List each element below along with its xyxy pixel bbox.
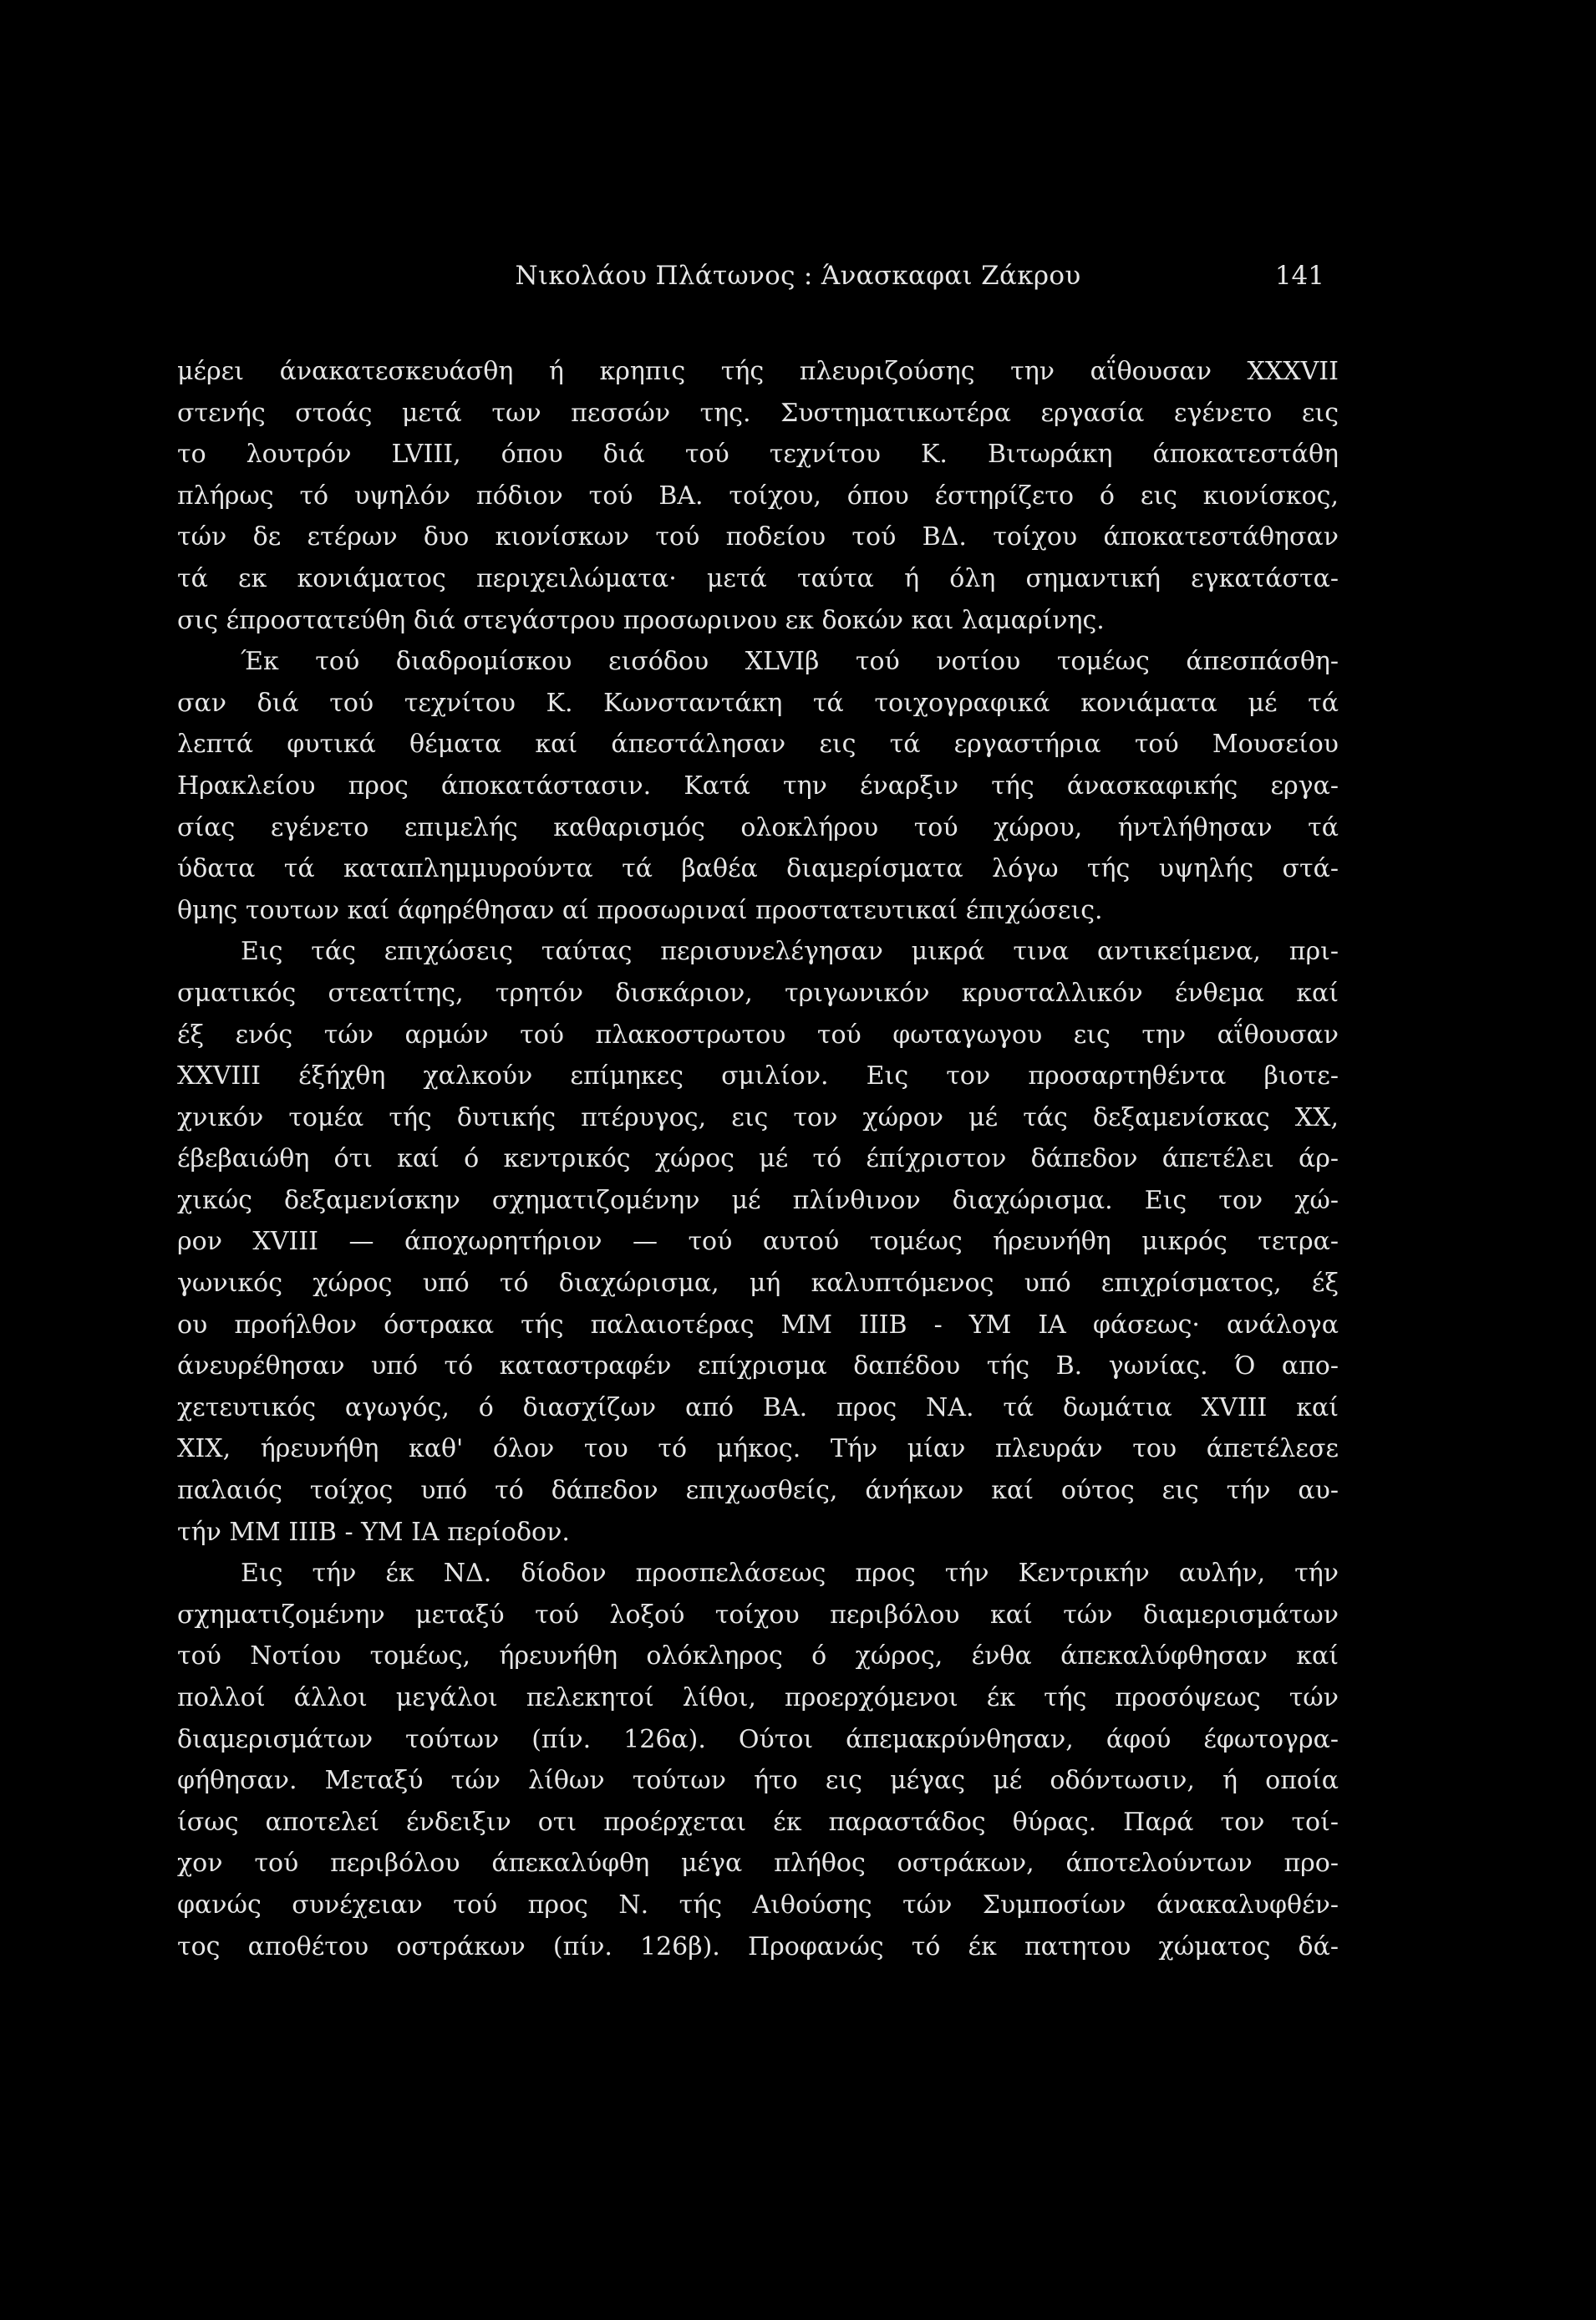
text-line: το λουτρόν LVIII, όπου διά τού τεχνίτου Κ. Βιτωράκη άποκατεστάθη	[177, 440, 1339, 470]
text-line: ου προήλθον όστρακα τής παλαιοτέρας ΜΜ ΙΙΙΒ - ΥΜ ΙΑ φάσεως· ανάλογα	[177, 1310, 1339, 1340]
text-line: τών δε ετέρων δυο κιονίσκων τού ποδείου τού ΒΔ. τοίχου άποκατεστάθησαν	[177, 522, 1339, 552]
text-line: XIX, ήρευνήθη καθ' όλον του τό μήκος. Τήν μίαν πλευράν του άπετέλεσε	[177, 1434, 1339, 1464]
text-line: ρον XVIII — άποχωρητήριον — τού αυτού τομέως ήρευνήθη μικρός τετρα-	[177, 1227, 1339, 1257]
text-line: τού Νοτίου τομέως, ήρευνήθη ολόκληρος ό χώρος, ένθα άπεκαλύφθησαν καί	[177, 1641, 1339, 1671]
text-line: μέρει άνακατεσκευάσθη ή κρηπις τής πλευριζούσης την αΐθουσαν XXXVII	[177, 357, 1339, 386]
text-line: διαμερισμάτων τούτων (πίν. 126α). Ούτοι άπεμακρύνθησαν, άφού έφωτογρα-	[177, 1724, 1339, 1754]
text-line: σις έπροστατεύθη διά στεγάστρου προσωρινου εκ δοκών και λαμαρίνης.	[177, 605, 1105, 635]
page-number: 141	[1274, 261, 1324, 291]
text-line: χετευτικός αγωγός, ό διασχίζων από ΒΑ. προς ΝΑ. τά δωμάτια XVIII καί	[177, 1392, 1339, 1422]
text-line: XXVIII έξήχθη χαλκούν επίμηκες σμιλίον. Εις τον προσαρτηθέντα βιοτε-	[177, 1061, 1339, 1091]
text-line: τά εκ κονιάματος περιχειλώματα· μετά ταύτα ή όλη σημαντική εγκατάστα-	[177, 563, 1339, 593]
text-line: σματικός στεατίτης, τρητόν δισκάριον, τριγωνικόν κρυσταλλικόν ένθεμα καί	[177, 978, 1339, 1008]
text-line: Εις τήν έκ ΝΔ. δίοδον προσπελάσεως προς τήν Κεντρικήν αυλήν, τήν	[241, 1559, 1339, 1589]
text-line: Έκ τού διαδρομίσκου εισόδου XLVIβ τού νοτίου τομέως άπεσπάσθη-	[241, 647, 1339, 677]
text-line: Ηρακλείου προς άποκατάστασιν. Κατά την έναρξιν τής άνασκαφικής εργα-	[177, 771, 1339, 801]
text-line: σίας εγένετο επιμελής καθαρισμός ολοκλήρου τού χώρου, ήντλήθησαν τά	[177, 812, 1339, 842]
text-line: ίσως αποτελεί ένδειξιν οτι προέρχεται έκ παραστάδος θύρας. Παρά τον τοί-	[177, 1807, 1339, 1837]
running-title: Νικολάου Πλάτωνος : Άνασκαφαι Ζάκρου	[515, 261, 1081, 291]
text-line: έβεβαιώθη ότι καί ό κεντρικός χώρος μέ τό έπίχριστον δάπεδον άπετέλει άρ-	[177, 1144, 1339, 1174]
text-line: τήν ΜΜ ΙΙΙΒ - ΥΜ ΙΑ περίοδον.	[177, 1517, 570, 1547]
text-line: φήθησαν. Μεταξύ τών λίθων τούτων ήτο εις μέγας μέ οδόντωσιν, ή οποία	[177, 1766, 1339, 1796]
text-line: πολλοί άλλοι μεγάλοι πελεκητοί λίθοι, προερχόμενοι έκ τής προσόψεως τών	[177, 1683, 1339, 1712]
text-line: τος αποθέτου οστράκων (πίν. 126β). Προφανώς τό έκ πατητου χώματος δά-	[177, 1931, 1339, 1961]
text-line: πλήρως τό υψηλόν πόδιον τού ΒΑ. τοίχου, όπου έστηρίζετο ό εις κιονίσκος,	[177, 481, 1339, 511]
text-line: σαν διά τού τεχνίτου Κ. Κωνσταντάκη τά τοιχογραφικά κονιάματα μέ τά	[177, 688, 1339, 718]
text-line: άνευρέθησαν υπό τό καταστραφέν επίχρισμα δαπέδου τής Β. γωνίας. Ό απο-	[177, 1351, 1339, 1381]
body-text	[177, 351, 1339, 1967]
text-line: έξ ενός τών αρμών τού πλακοστρωτου τού φωταγωγου εις την αΐθουσαν	[177, 1020, 1339, 1050]
text-line: παλαιός τοίχος υπό τό δάπεδον επιχωσθείς, άνήκων καί ούτος εις τήν αυ-	[177, 1476, 1339, 1506]
page-header	[0, 251, 1596, 301]
text-line: Εις τάς επιχώσεις ταύτας περισυνελέγησαν μικρά τινα αντικείμενα, πρι-	[241, 937, 1339, 967]
text-line: γωνικός χώρος υπό τό διαχώρισμα, μή καλυπτόμενος υπό επιχρίσματος, έξ	[177, 1269, 1339, 1299]
text-line: στενής στοάς μετά των πεσσών της. Συστηματικωτέρα εργασία εγένετο εις	[177, 398, 1339, 428]
text-line: φανώς συνέχειαν τού προς Ν. τής Αιθούσης τών Συμποσίων άνακαλυφθέν-	[177, 1890, 1339, 1920]
text-line: ύδατα τά καταπλημμυρούντα τά βαθέα διαμερίσματα λόγω τής υψηλής στά-	[177, 854, 1339, 884]
text-line: θμης τουτων καί άφηρέθησαν αί προσωριναί προστατευτικαί έπιχώσεις.	[177, 895, 1103, 925]
text-line: λεπτά φυτικά θέματα καί άπεστάλησαν εις τά εργαστήρια τού Μουσείου	[177, 730, 1339, 760]
text-line: χνικόν τομέα τής δυτικής πτέρυγος, εις τον χώρον μέ τάς δεξαμενίσκας XX,	[177, 1102, 1339, 1132]
text-line: χικώς δεξαμενίσκην σχηματιζομένην μέ πλίνθινον διαχώρισμα. Εις τον χώ-	[177, 1185, 1339, 1215]
text-line: χον τού περιβόλου άπεκαλύφθη μέγα πλήθος οστράκων, άποτελούντων προ-	[177, 1849, 1339, 1879]
text-line: σχηματιζομένην μεταξύ τού λοξού τοίχου περιβόλου καί τών διαμερισμάτων	[177, 1600, 1339, 1630]
